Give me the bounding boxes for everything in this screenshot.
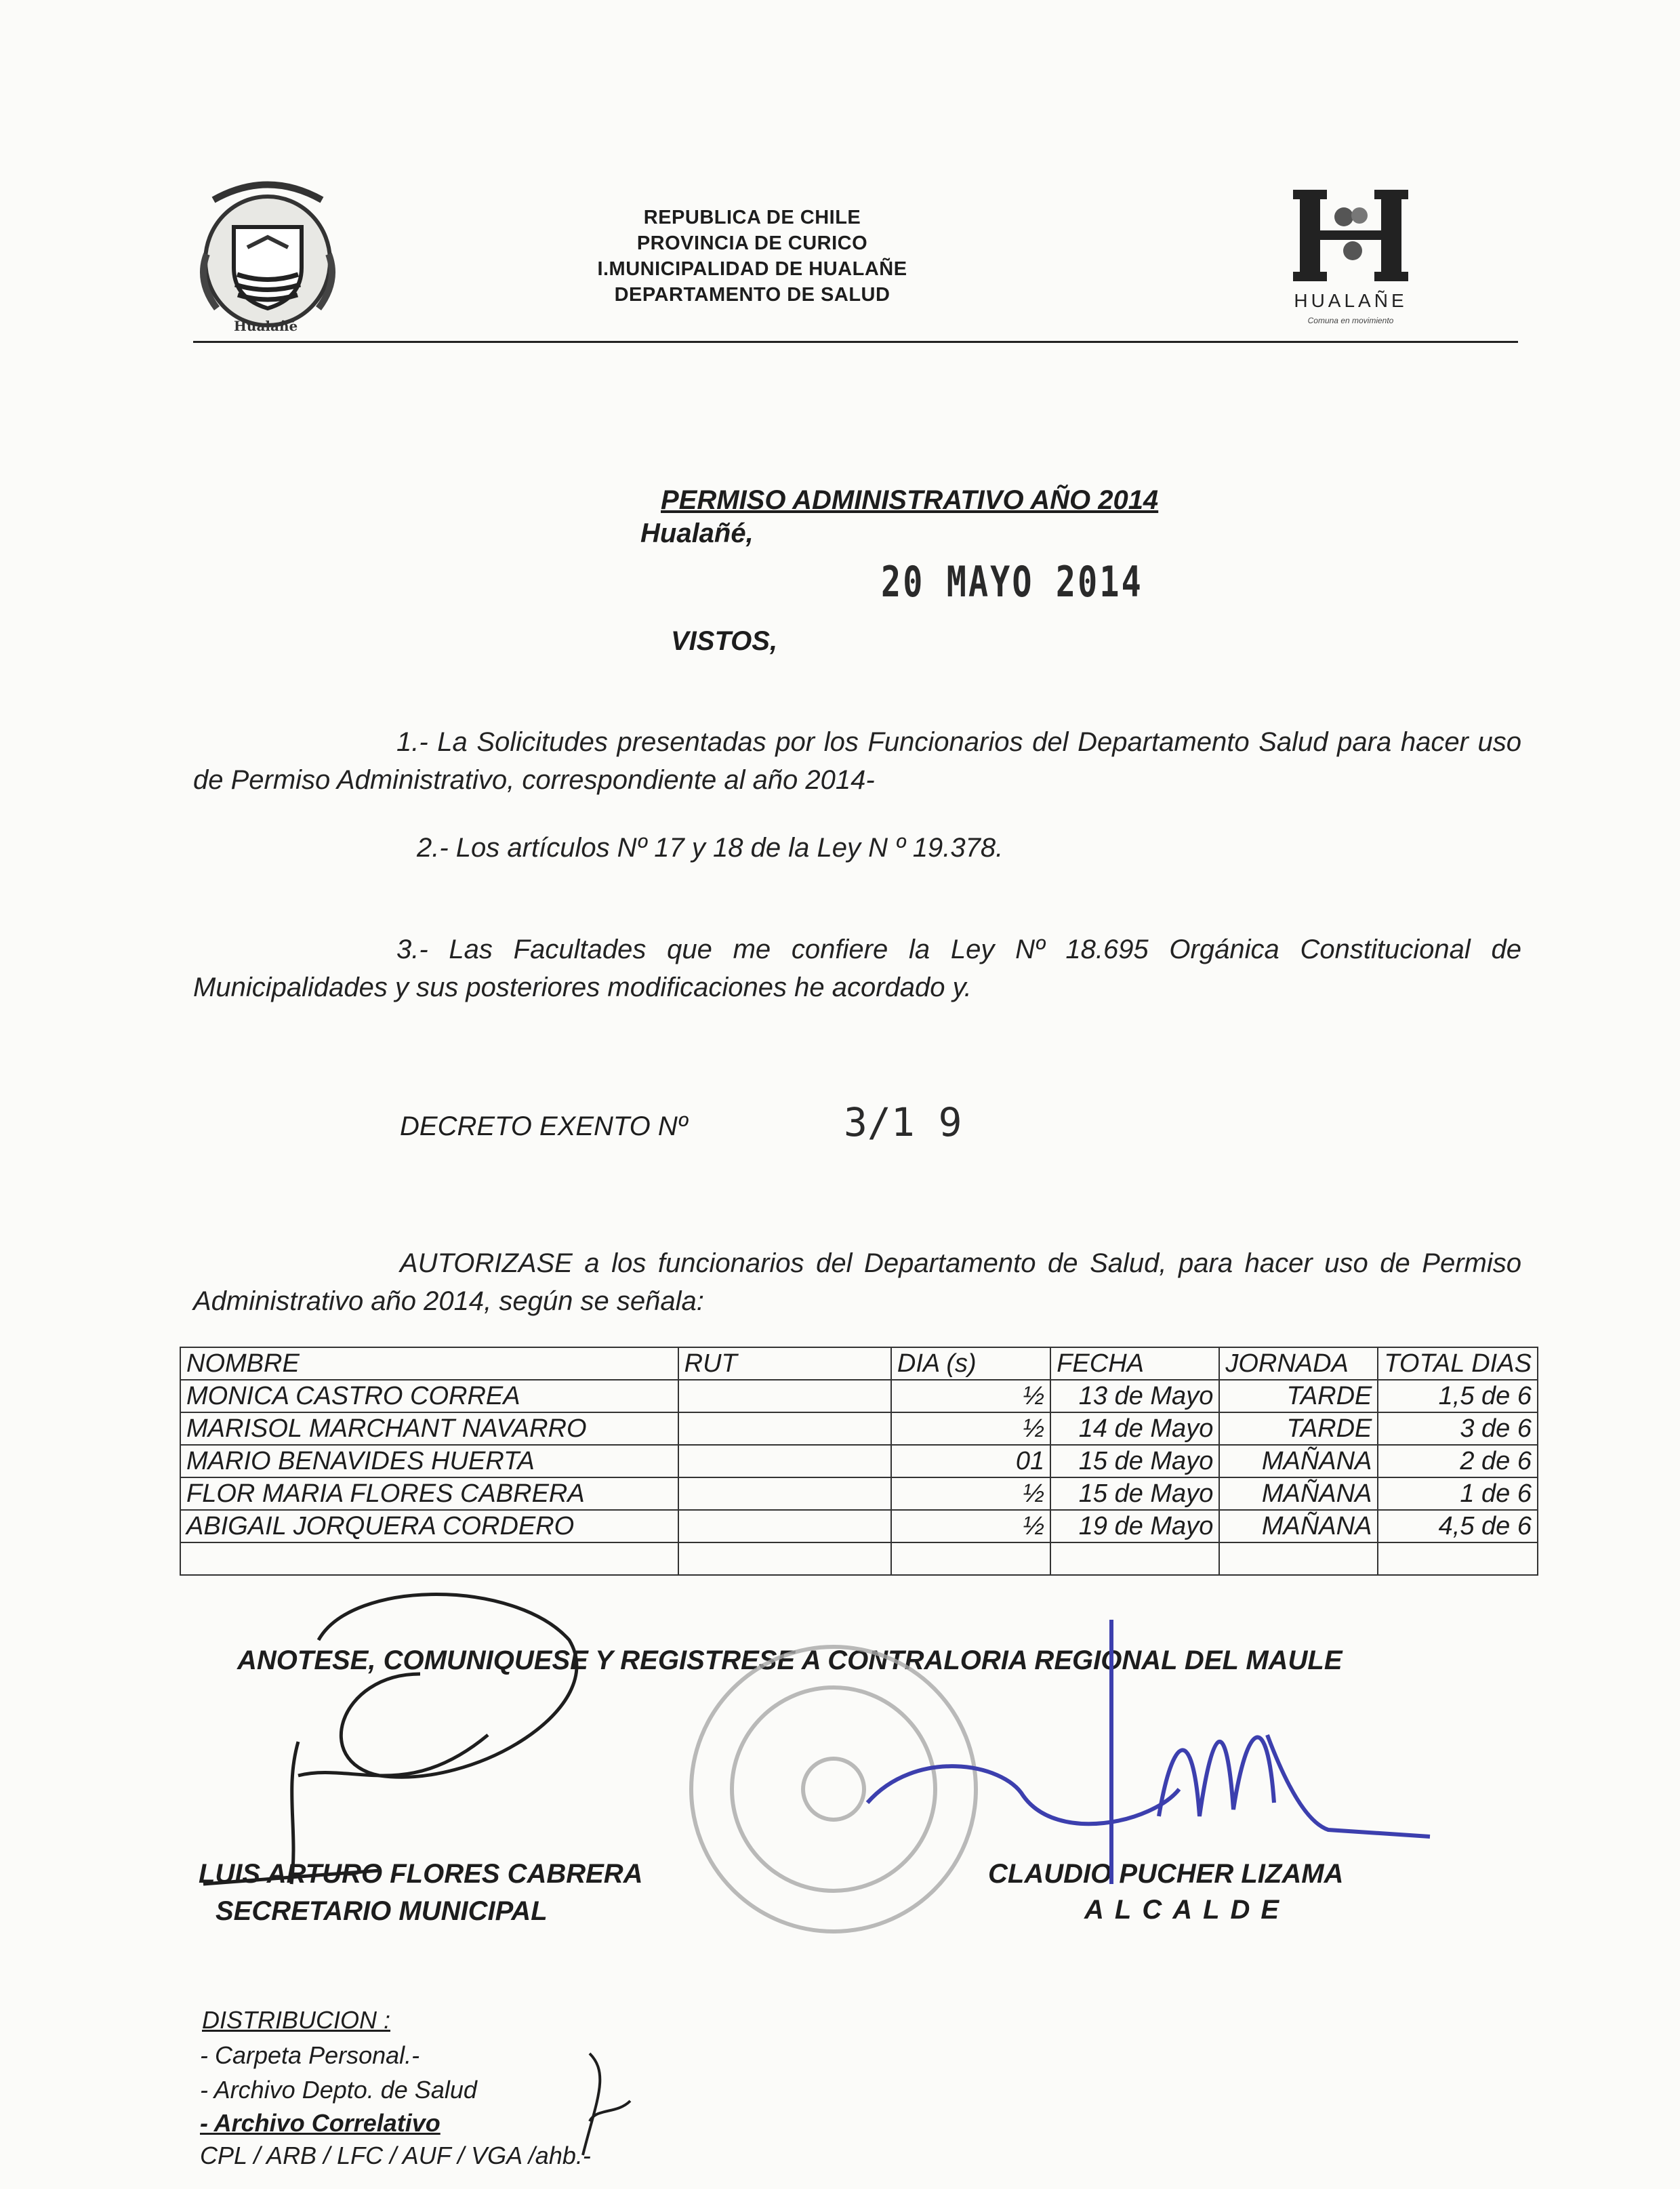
cell-jornada: MAÑANA: [1219, 1510, 1378, 1542]
cell-nombre: [180, 1542, 678, 1575]
signer-1-role: SECRETARIO MUNICIPAL: [216, 1896, 548, 1926]
cell-nombre: MARISOL MARCHANT NAVARRO: [180, 1412, 678, 1445]
cell-total: 3 de 6: [1378, 1412, 1538, 1445]
signer-1-name: LUIS ARTURO FLORES CABRERA: [199, 1859, 643, 1889]
stamped-date: 20 MAYO 2014: [881, 557, 1143, 607]
cell-total: 1 de 6: [1378, 1477, 1538, 1510]
table-row-empty: [180, 1542, 1538, 1575]
considerando-2: 2.- Los artículos Nº 17 y 18 de la Ley N º 19.378.: [417, 833, 1004, 863]
cell-rut: [678, 1542, 891, 1575]
cell-fecha: 14 de Mayo: [1050, 1412, 1219, 1445]
cell-dias: ½: [891, 1477, 1050, 1510]
table-row: [180, 1445, 1538, 1477]
header-divider: [193, 341, 1518, 343]
col-header-dias: DIA (s): [891, 1347, 1050, 1380]
autorizacion-paragraph: AUTORIZASE a los funcionarios del Departamento de Salud, para hacer uso de Permiso Administrativo año 2014, según se señala:: [193, 1248, 1521, 1316]
letterhead-line-country: REPUBLICA DE CHILE: [643, 207, 861, 228]
table-header-row: [180, 1347, 1538, 1380]
cell-nombre: FLOR MARIA FLORES CABRERA: [180, 1477, 678, 1510]
col-header-rut: RUT: [678, 1347, 891, 1380]
vistos-heading: VISTOS,: [671, 626, 778, 656]
letterhead-line-municipality: I.MUNICIPALIDAD DE HUALAÑE: [597, 258, 907, 280]
initials-signature-icon: [583, 2053, 630, 2155]
cell-fecha: 13 de Mayo: [1050, 1380, 1219, 1412]
signer-2-role: ALCALDE: [1084, 1895, 1290, 1925]
cell-jornada: [1219, 1542, 1378, 1575]
logo-tagline: Comuna en movimiento: [1307, 316, 1394, 325]
cell-jornada: TARDE: [1219, 1380, 1378, 1412]
closing-statement: ANOTESE, COMUNIQUESE Y REGISTRESE A CONTRALORIA REGIONAL DEL MAULE: [237, 1645, 1343, 1675]
decreto-number: 3/1 9: [844, 1099, 962, 1145]
document-place: Hualañé,: [640, 518, 754, 548]
cell-dias: ½: [891, 1380, 1050, 1412]
considerando-1: 1.- La Solicitudes presentadas por los Funcionarios del Departamento Salud para hacer uso de Permiso Administrativo, correspondiente al año 2014-: [193, 727, 1521, 795]
cell-jornada: MAÑANA: [1219, 1477, 1378, 1510]
cell-fecha: [1050, 1542, 1219, 1575]
cell-fecha: 19 de Mayo: [1050, 1510, 1219, 1542]
distribution-item: - Carpeta Personal.-: [200, 2041, 420, 2069]
cell-dias: 01: [891, 1445, 1050, 1477]
cell-rut: [678, 1412, 891, 1445]
cell-rut: [678, 1445, 891, 1477]
cell-total: [1378, 1542, 1538, 1575]
document-title: PERMISO ADMINISTRATIVO AÑO 2014: [661, 485, 1159, 515]
cell-fecha: 15 de Mayo: [1050, 1477, 1219, 1510]
table-row: [180, 1510, 1538, 1542]
col-header-nombre: NOMBRE: [180, 1347, 678, 1380]
letterhead-line-department: DEPARTAMENTO DE SALUD: [614, 284, 890, 306]
col-header-fecha: FECHA: [1050, 1347, 1219, 1380]
cell-rut: [678, 1510, 891, 1542]
logo-brand-text: HUALAÑE: [1294, 290, 1408, 311]
cell-total: 1,5 de 6: [1378, 1380, 1538, 1412]
cell-dias: ½: [891, 1412, 1050, 1445]
cell-nombre: MONICA CASTRO CORREA: [180, 1380, 678, 1412]
cell-jornada: TARDE: [1219, 1412, 1378, 1445]
cell-nombre: MARIO BENAVIDES HUERTA: [180, 1445, 678, 1477]
table-row: [180, 1477, 1538, 1510]
permisos-table: [180, 1347, 1538, 1576]
cell-nombre: ABIGAIL JORQUERA CORDERO: [180, 1510, 678, 1542]
cell-total: 4,5 de 6: [1378, 1510, 1538, 1542]
letterhead-line-province: PROVINCIA DE CURICO: [636, 232, 868, 254]
cell-jornada: MAÑANA: [1219, 1445, 1378, 1477]
cell-total: 2 de 6: [1378, 1445, 1538, 1477]
cell-dias: [891, 1542, 1050, 1575]
col-header-total: TOTAL DIAS: [1378, 1347, 1538, 1380]
table-row: [180, 1380, 1538, 1412]
distribution-item: - Archivo Depto. de Salud: [200, 2076, 477, 2104]
municipal-coat-of-arms-icon: [193, 173, 342, 339]
hualane-h-logo-icon: [1286, 183, 1415, 329]
distribution-item: - Archivo Correlativo: [200, 2109, 441, 2137]
decreto-label: DECRETO EXENTO Nº: [400, 1111, 688, 1141]
cell-rut: [678, 1477, 891, 1510]
municipal-round-stamp-icon: [691, 1647, 976, 1931]
col-header-jornada: JORNADA: [1219, 1347, 1378, 1380]
cell-dias: ½: [891, 1510, 1050, 1542]
coat-of-arms-town-label: Hualañé: [234, 318, 298, 334]
cell-fecha: 15 de Mayo: [1050, 1445, 1219, 1477]
cell-rut: [678, 1380, 891, 1412]
secretary-signature-icon: [203, 1595, 577, 1885]
letterhead: [474, 205, 1030, 308]
table-row: [180, 1412, 1538, 1445]
considerando-3: 3.- Las Facultades que me confiere la Ley Nº 18.695 Orgánica Constitucional de Municipalidades y sus posteriores modificaciones he acordado y.: [193, 935, 1521, 1002]
distribution-initials: CPL / ARB / LFC / AUF / VGA /ahb.-: [200, 2142, 591, 2169]
signer-2-name: CLAUDIO PUCHER LIZAMA: [988, 1859, 1344, 1889]
distribution-heading: DISTRIBUCION :: [202, 2006, 391, 2034]
